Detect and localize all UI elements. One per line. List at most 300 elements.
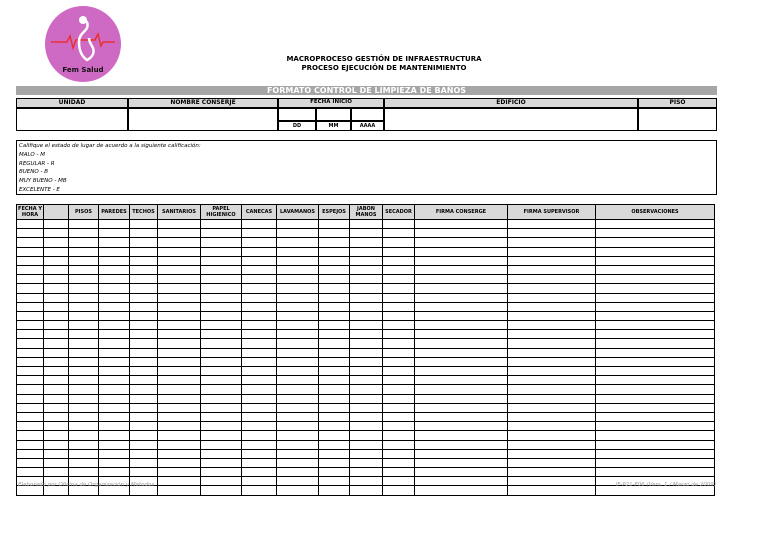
table-cell[interactable]	[17, 412, 44, 421]
table-cell[interactable]	[596, 458, 715, 467]
table-cell[interactable]	[17, 265, 44, 274]
table-cell[interactable]	[383, 321, 415, 330]
table-cell[interactable]	[350, 247, 383, 256]
table-cell[interactable]	[69, 422, 99, 431]
table-cell[interactable]	[383, 330, 415, 339]
table-cell[interactable]	[383, 284, 415, 293]
table-cell[interactable]	[130, 247, 158, 256]
table-cell[interactable]	[242, 440, 277, 449]
table-cell[interactable]	[277, 302, 319, 311]
table-cell[interactable]	[158, 247, 201, 256]
table-cell[interactable]	[158, 357, 201, 366]
table-cell[interactable]	[130, 229, 158, 238]
table-cell[interactable]	[130, 403, 158, 412]
table-cell[interactable]	[415, 422, 508, 431]
table-cell[interactable]	[319, 348, 350, 357]
table-cell[interactable]	[44, 431, 69, 440]
table-cell[interactable]	[596, 229, 715, 238]
table-cell[interactable]	[69, 458, 99, 467]
table-cell[interactable]	[158, 302, 201, 311]
table-cell[interactable]	[242, 412, 277, 421]
table-cell[interactable]	[99, 431, 130, 440]
table-cell[interactable]	[277, 238, 319, 247]
table-cell[interactable]	[201, 357, 242, 366]
table-cell[interactable]	[44, 229, 69, 238]
table-cell[interactable]	[44, 293, 69, 302]
table-cell[interactable]	[277, 367, 319, 376]
table-cell[interactable]	[44, 256, 69, 265]
table-cell[interactable]	[69, 311, 99, 320]
table-cell[interactable]	[69, 321, 99, 330]
table-cell[interactable]	[17, 348, 44, 357]
table-cell[interactable]	[319, 302, 350, 311]
table-cell[interactable]	[508, 477, 596, 486]
table-cell[interactable]	[130, 357, 158, 366]
table-cell[interactable]	[99, 220, 130, 229]
table-cell[interactable]	[383, 220, 415, 229]
table-cell[interactable]	[319, 477, 350, 486]
table-cell[interactable]	[69, 238, 99, 247]
table-cell[interactable]	[242, 339, 277, 348]
table-cell[interactable]	[69, 367, 99, 376]
table-cell[interactable]	[130, 431, 158, 440]
table-cell[interactable]	[383, 357, 415, 366]
table-cell[interactable]	[242, 311, 277, 320]
table-cell[interactable]	[242, 376, 277, 385]
table-cell[interactable]	[415, 256, 508, 265]
table-cell[interactable]	[319, 330, 350, 339]
table-cell[interactable]	[44, 321, 69, 330]
table-cell[interactable]	[158, 403, 201, 412]
table-cell[interactable]	[158, 339, 201, 348]
table-cell[interactable]	[99, 238, 130, 247]
table-cell[interactable]	[350, 403, 383, 412]
table-cell[interactable]	[130, 293, 158, 302]
table-cell[interactable]	[158, 376, 201, 385]
table-cell[interactable]	[383, 265, 415, 274]
table-cell[interactable]	[44, 440, 69, 449]
table-cell[interactable]	[99, 293, 130, 302]
table-cell[interactable]	[350, 275, 383, 284]
table-cell[interactable]	[508, 247, 596, 256]
table-cell[interactable]	[99, 376, 130, 385]
table-cell[interactable]	[383, 385, 415, 394]
table-cell[interactable]	[277, 220, 319, 229]
table-cell[interactable]	[158, 275, 201, 284]
table-cell[interactable]	[508, 293, 596, 302]
table-cell[interactable]	[242, 238, 277, 247]
table-cell[interactable]	[44, 376, 69, 385]
table-cell[interactable]	[130, 385, 158, 394]
table-cell[interactable]	[350, 256, 383, 265]
table-cell[interactable]	[69, 348, 99, 357]
table-cell[interactable]	[319, 238, 350, 247]
table-cell[interactable]	[158, 468, 201, 477]
table-cell[interactable]	[242, 385, 277, 394]
table-cell[interactable]	[130, 422, 158, 431]
table-cell[interactable]	[319, 403, 350, 412]
table-cell[interactable]	[596, 348, 715, 357]
table-cell[interactable]	[201, 422, 242, 431]
table-cell[interactable]	[596, 256, 715, 265]
table-cell[interactable]	[69, 431, 99, 440]
table-cell[interactable]	[508, 348, 596, 357]
table-cell[interactable]	[99, 440, 130, 449]
table-cell[interactable]	[130, 330, 158, 339]
table-cell[interactable]	[415, 293, 508, 302]
table-cell[interactable]	[277, 247, 319, 256]
table-cell[interactable]	[130, 256, 158, 265]
table-cell[interactable]	[277, 477, 319, 486]
table-cell[interactable]	[44, 311, 69, 320]
table-cell[interactable]	[277, 229, 319, 238]
table-cell[interactable]	[99, 468, 130, 477]
table-cell[interactable]	[277, 385, 319, 394]
table-cell[interactable]	[99, 275, 130, 284]
table-cell[interactable]	[415, 367, 508, 376]
table-cell[interactable]	[17, 367, 44, 376]
table-cell[interactable]	[242, 458, 277, 467]
table-cell[interactable]	[319, 440, 350, 449]
table-cell[interactable]	[201, 449, 242, 458]
table-cell[interactable]	[17, 339, 44, 348]
table-cell[interactable]	[130, 302, 158, 311]
table-cell[interactable]	[44, 275, 69, 284]
table-cell[interactable]	[69, 256, 99, 265]
table-cell[interactable]	[44, 385, 69, 394]
table-cell[interactable]	[242, 284, 277, 293]
table-cell[interactable]	[508, 403, 596, 412]
table-cell[interactable]	[99, 229, 130, 238]
table-cell[interactable]	[201, 330, 242, 339]
table-cell[interactable]	[508, 385, 596, 394]
table-cell[interactable]	[319, 357, 350, 366]
table-cell[interactable]	[201, 265, 242, 274]
table-cell[interactable]	[201, 284, 242, 293]
table-cell[interactable]	[350, 265, 383, 274]
table-cell[interactable]	[596, 376, 715, 385]
table-cell[interactable]	[17, 385, 44, 394]
table-cell[interactable]	[350, 431, 383, 440]
table-cell[interactable]	[350, 348, 383, 357]
table-cell[interactable]	[277, 330, 319, 339]
table-cell[interactable]	[201, 348, 242, 357]
table-cell[interactable]	[44, 468, 69, 477]
table-cell[interactable]	[17, 284, 44, 293]
table-cell[interactable]	[350, 486, 383, 495]
table-cell[interactable]	[69, 468, 99, 477]
table-cell[interactable]	[508, 468, 596, 477]
table-cell[interactable]	[596, 330, 715, 339]
table-cell[interactable]	[17, 431, 44, 440]
table-cell[interactable]	[508, 367, 596, 376]
table-cell[interactable]	[383, 403, 415, 412]
table-cell[interactable]	[158, 431, 201, 440]
table-cell[interactable]	[350, 477, 383, 486]
table-cell[interactable]	[17, 321, 44, 330]
table-cell[interactable]	[383, 422, 415, 431]
table-cell[interactable]	[69, 330, 99, 339]
table-cell[interactable]	[130, 376, 158, 385]
table-cell[interactable]	[44, 422, 69, 431]
table-cell[interactable]	[69, 247, 99, 256]
table-cell[interactable]	[383, 229, 415, 238]
table-cell[interactable]	[415, 458, 508, 467]
table-cell[interactable]	[508, 302, 596, 311]
table-cell[interactable]	[350, 238, 383, 247]
table-cell[interactable]	[350, 293, 383, 302]
table-cell[interactable]	[44, 284, 69, 293]
table-cell[interactable]	[319, 256, 350, 265]
table-cell[interactable]	[350, 330, 383, 339]
table-cell[interactable]	[99, 367, 130, 376]
table-cell[interactable]	[201, 247, 242, 256]
table-cell[interactable]	[415, 431, 508, 440]
table-cell[interactable]	[242, 449, 277, 458]
table-cell[interactable]	[383, 486, 415, 495]
table-cell[interactable]	[130, 284, 158, 293]
table-cell[interactable]	[383, 458, 415, 467]
table-cell[interactable]	[508, 284, 596, 293]
table-cell[interactable]	[158, 311, 201, 320]
table-cell[interactable]	[596, 431, 715, 440]
table-cell[interactable]	[242, 265, 277, 274]
table-cell[interactable]	[242, 229, 277, 238]
table-cell[interactable]	[383, 412, 415, 421]
table-cell[interactable]	[242, 486, 277, 495]
table-cell[interactable]	[44, 367, 69, 376]
table-cell[interactable]	[508, 486, 596, 495]
table-cell[interactable]	[415, 284, 508, 293]
table-cell[interactable]	[44, 449, 69, 458]
table-cell[interactable]	[17, 449, 44, 458]
table-cell[interactable]	[99, 265, 130, 274]
table-cell[interactable]	[350, 412, 383, 421]
table-cell[interactable]	[277, 339, 319, 348]
table-cell[interactable]	[350, 468, 383, 477]
table-cell[interactable]	[319, 367, 350, 376]
table-cell[interactable]	[17, 357, 44, 366]
table-cell[interactable]	[383, 376, 415, 385]
table-cell[interactable]	[201, 367, 242, 376]
table-cell[interactable]	[508, 321, 596, 330]
table-cell[interactable]	[277, 449, 319, 458]
table-cell[interactable]	[319, 458, 350, 467]
table-cell[interactable]	[319, 422, 350, 431]
table-cell[interactable]	[383, 348, 415, 357]
table-cell[interactable]	[17, 256, 44, 265]
table-cell[interactable]	[596, 357, 715, 366]
table-cell[interactable]	[596, 275, 715, 284]
table-cell[interactable]	[508, 458, 596, 467]
dd-field[interactable]	[278, 108, 316, 121]
table-cell[interactable]	[596, 412, 715, 421]
table-cell[interactable]	[69, 385, 99, 394]
table-cell[interactable]	[383, 431, 415, 440]
table-cell[interactable]	[383, 238, 415, 247]
table-cell[interactable]	[415, 486, 508, 495]
table-cell[interactable]	[415, 321, 508, 330]
table-cell[interactable]	[17, 238, 44, 247]
table-cell[interactable]	[596, 265, 715, 274]
table-cell[interactable]	[158, 458, 201, 467]
table-cell[interactable]	[350, 449, 383, 458]
table-cell[interactable]	[44, 302, 69, 311]
table-cell[interactable]	[158, 293, 201, 302]
table-cell[interactable]	[350, 229, 383, 238]
table-cell[interactable]	[319, 265, 350, 274]
table-cell[interactable]	[158, 412, 201, 421]
table-cell[interactable]	[319, 394, 350, 403]
table-cell[interactable]	[130, 265, 158, 274]
table-cell[interactable]	[201, 403, 242, 412]
table-cell[interactable]	[201, 477, 242, 486]
table-cell[interactable]	[130, 220, 158, 229]
table-cell[interactable]	[17, 403, 44, 412]
table-cell[interactable]	[201, 339, 242, 348]
table-cell[interactable]	[44, 247, 69, 256]
table-cell[interactable]	[201, 220, 242, 229]
table-cell[interactable]	[415, 247, 508, 256]
table-cell[interactable]	[201, 238, 242, 247]
table-cell[interactable]	[17, 376, 44, 385]
table-cell[interactable]	[17, 394, 44, 403]
edificio-field[interactable]	[384, 108, 638, 131]
table-cell[interactable]	[99, 357, 130, 366]
table-cell[interactable]	[596, 220, 715, 229]
table-cell[interactable]	[201, 256, 242, 265]
table-cell[interactable]	[158, 486, 201, 495]
table-cell[interactable]	[508, 422, 596, 431]
table-cell[interactable]	[158, 440, 201, 449]
aaaa-field[interactable]	[351, 108, 384, 121]
unidad-field[interactable]	[16, 108, 128, 131]
table-cell[interactable]	[44, 412, 69, 421]
table-cell[interactable]	[383, 477, 415, 486]
table-cell[interactable]	[201, 486, 242, 495]
table-cell[interactable]	[277, 275, 319, 284]
table-cell[interactable]	[415, 238, 508, 247]
table-cell[interactable]	[242, 431, 277, 440]
table-cell[interactable]	[158, 449, 201, 458]
table-cell[interactable]	[99, 449, 130, 458]
table-cell[interactable]	[158, 394, 201, 403]
table-cell[interactable]	[350, 357, 383, 366]
table-cell[interactable]	[383, 256, 415, 265]
table-cell[interactable]	[44, 265, 69, 274]
table-cell[interactable]	[130, 367, 158, 376]
table-cell[interactable]	[508, 220, 596, 229]
table-cell[interactable]	[596, 339, 715, 348]
table-cell[interactable]	[277, 376, 319, 385]
table-cell[interactable]	[99, 339, 130, 348]
table-cell[interactable]	[17, 311, 44, 320]
table-cell[interactable]	[319, 229, 350, 238]
table-cell[interactable]	[130, 321, 158, 330]
table-cell[interactable]	[277, 293, 319, 302]
table-cell[interactable]	[99, 311, 130, 320]
table-cell[interactable]	[17, 302, 44, 311]
table-cell[interactable]	[383, 293, 415, 302]
table-cell[interactable]	[69, 284, 99, 293]
table-cell[interactable]	[383, 339, 415, 348]
table-cell[interactable]	[277, 440, 319, 449]
table-cell[interactable]	[201, 293, 242, 302]
table-cell[interactable]	[99, 256, 130, 265]
table-cell[interactable]	[69, 376, 99, 385]
table-cell[interactable]	[508, 256, 596, 265]
table-cell[interactable]	[99, 394, 130, 403]
table-cell[interactable]	[596, 385, 715, 394]
table-cell[interactable]	[596, 440, 715, 449]
table-cell[interactable]	[69, 449, 99, 458]
table-cell[interactable]	[596, 238, 715, 247]
table-cell[interactable]	[130, 394, 158, 403]
table-cell[interactable]	[17, 422, 44, 431]
table-cell[interactable]	[415, 348, 508, 357]
table-cell[interactable]	[242, 367, 277, 376]
table-cell[interactable]	[415, 385, 508, 394]
table-cell[interactable]	[99, 403, 130, 412]
table-cell[interactable]	[350, 385, 383, 394]
table-cell[interactable]	[596, 302, 715, 311]
table-cell[interactable]	[242, 247, 277, 256]
table-cell[interactable]	[508, 376, 596, 385]
table-cell[interactable]	[44, 348, 69, 357]
table-cell[interactable]	[69, 275, 99, 284]
table-cell[interactable]	[277, 412, 319, 421]
table-cell[interactable]	[242, 394, 277, 403]
table-cell[interactable]	[277, 403, 319, 412]
table-cell[interactable]	[415, 440, 508, 449]
table-cell[interactable]	[158, 348, 201, 357]
table-cell[interactable]	[99, 412, 130, 421]
table-cell[interactable]	[383, 367, 415, 376]
table-cell[interactable]	[596, 321, 715, 330]
table-cell[interactable]	[319, 376, 350, 385]
table-cell[interactable]	[158, 422, 201, 431]
table-cell[interactable]	[383, 311, 415, 320]
table-cell[interactable]	[130, 468, 158, 477]
table-cell[interactable]	[99, 422, 130, 431]
table-cell[interactable]	[596, 247, 715, 256]
table-cell[interactable]	[350, 422, 383, 431]
table-cell[interactable]	[277, 256, 319, 265]
table-cell[interactable]	[201, 302, 242, 311]
table-cell[interactable]	[242, 422, 277, 431]
table-cell[interactable]	[350, 376, 383, 385]
table-cell[interactable]	[277, 357, 319, 366]
table-cell[interactable]	[17, 468, 44, 477]
table-cell[interactable]	[319, 412, 350, 421]
table-cell[interactable]	[350, 311, 383, 320]
table-cell[interactable]	[350, 367, 383, 376]
table-cell[interactable]	[277, 458, 319, 467]
table-cell[interactable]	[242, 330, 277, 339]
table-cell[interactable]	[242, 403, 277, 412]
table-cell[interactable]	[350, 440, 383, 449]
table-cell[interactable]	[415, 403, 508, 412]
table-cell[interactable]	[201, 275, 242, 284]
table-cell[interactable]	[277, 422, 319, 431]
table-cell[interactable]	[17, 440, 44, 449]
table-cell[interactable]	[319, 220, 350, 229]
table-cell[interactable]	[201, 321, 242, 330]
table-cell[interactable]	[319, 275, 350, 284]
table-cell[interactable]	[17, 247, 44, 256]
table-cell[interactable]	[415, 394, 508, 403]
table-cell[interactable]	[158, 229, 201, 238]
